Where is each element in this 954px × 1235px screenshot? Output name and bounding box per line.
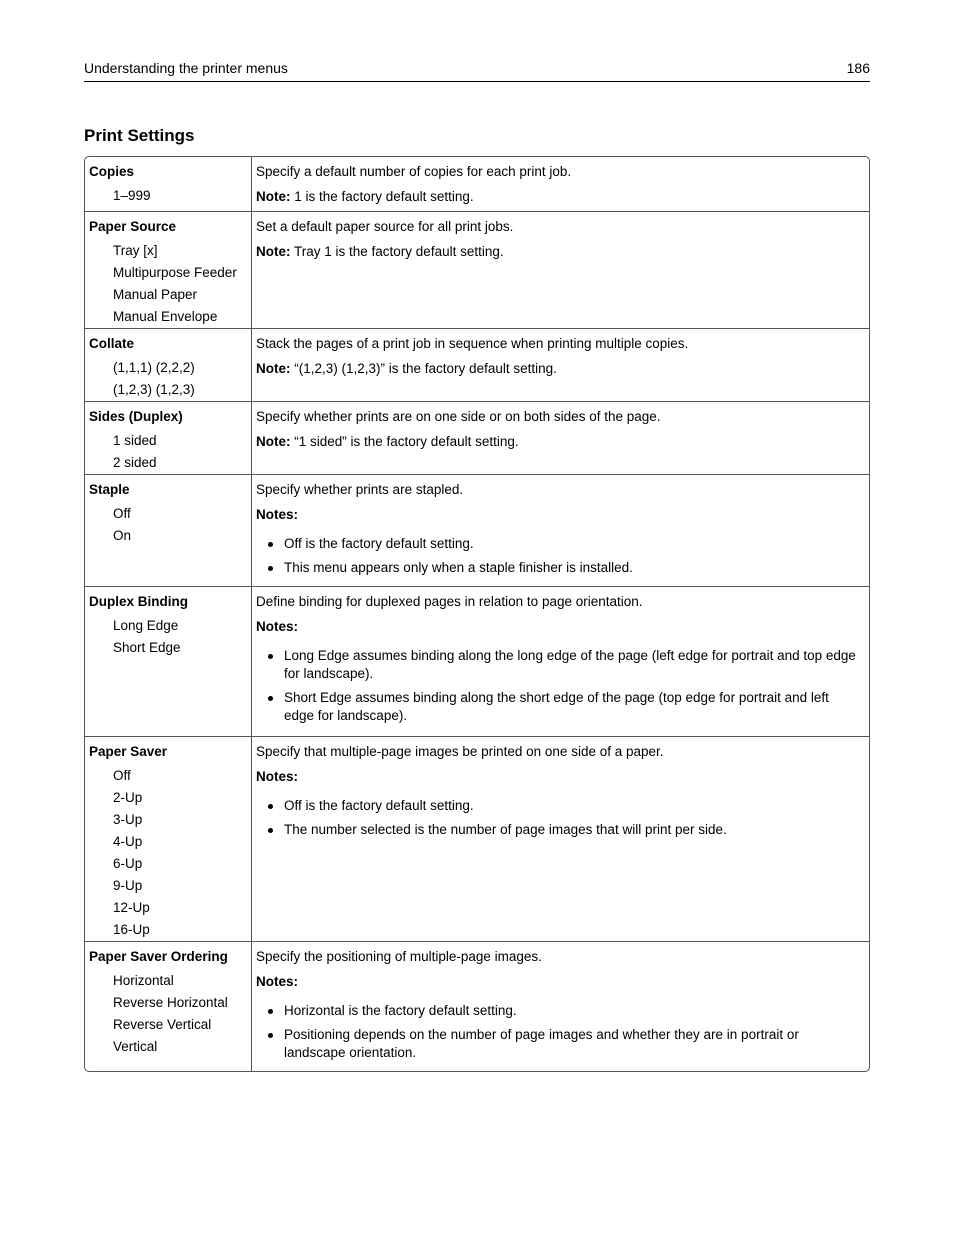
description-text: Specify whether prints are stapled. xyxy=(256,482,464,497)
list-item xyxy=(256,1002,861,1020)
menu-option: Reverse Vertical xyxy=(113,1017,212,1032)
menu-name: Sides (Duplex) xyxy=(89,409,183,424)
menu-option: 9-Up xyxy=(113,878,143,893)
menu-option: On xyxy=(113,528,132,543)
page-header xyxy=(84,60,870,82)
note-text: “(1,2,3) (1,2,3)” is the factory default setting. xyxy=(290,361,557,376)
notes-heading: Notes: xyxy=(256,769,299,784)
bullet-icon xyxy=(268,804,273,809)
list-item xyxy=(256,559,861,577)
menu-name: Paper Source xyxy=(89,219,177,234)
notes-list xyxy=(256,1002,861,1062)
menu-cell xyxy=(85,402,252,474)
list-item xyxy=(256,535,861,553)
table-row xyxy=(85,586,869,736)
notes-heading: Notes: xyxy=(256,974,299,989)
table-row xyxy=(85,401,869,474)
menu-cell xyxy=(85,942,252,1071)
table-row xyxy=(85,736,869,941)
menu-name: Collate xyxy=(89,336,135,351)
menu-cell xyxy=(85,587,252,736)
menu-cell xyxy=(85,475,252,586)
menu-option: 1 sided xyxy=(113,433,157,448)
menu-name: Paper Saver Ordering xyxy=(89,949,228,964)
description-cell xyxy=(252,942,869,1071)
notes-list xyxy=(256,797,861,839)
menu-option: Tray [x] xyxy=(113,243,158,258)
description-text: Specify that multiple-page images be printed on one side of a paper. xyxy=(256,744,664,759)
notes-heading: Notes: xyxy=(256,619,299,634)
menu-option: (1,1,1) (2,2,2) xyxy=(113,360,195,375)
description-text: Specify a default number of copies for each print job. xyxy=(256,164,572,179)
description-text: Define binding for duplexed pages in relation to page orientation. xyxy=(256,594,643,609)
bullet-icon xyxy=(268,1009,273,1014)
menu-option: Horizontal xyxy=(113,973,174,988)
list-item-text: This menu appears only when a staple finisher is installed. xyxy=(284,560,633,575)
menu-option: 3-Up xyxy=(113,812,143,827)
table-row xyxy=(85,211,869,328)
description-cell xyxy=(252,212,869,328)
menu-name: Copies xyxy=(89,164,135,179)
settings-table xyxy=(84,156,870,1072)
list-item-text: Long Edge assumes binding along the long edge of the page (left edge for portrait and top edge for landscape). xyxy=(284,648,856,681)
note-label: Note: xyxy=(256,361,291,376)
menu-name: Duplex Binding xyxy=(89,594,188,609)
notes-heading: Notes: xyxy=(256,507,299,522)
note-text: 1 is the factory default setting. xyxy=(290,189,474,204)
note-text: “1 sided” is the factory default setting. xyxy=(290,434,519,449)
list-item-text: The number selected is the number of page images that will print per side. xyxy=(284,822,727,837)
menu-option: Reverse Horizontal xyxy=(113,995,228,1010)
menu-option: Off xyxy=(113,506,131,521)
list-item-text: Off is the factory default setting. xyxy=(284,536,474,551)
description-cell xyxy=(252,157,869,211)
menu-option: (1,2,3) (1,2,3) xyxy=(113,382,195,397)
list-item-text: Positioning depends on the number of page images and whether they are in portrait or landscape orientation. xyxy=(284,1027,799,1060)
description-text: Specify the positioning of multiple-page images. xyxy=(256,949,542,964)
menu-option: Manual Envelope xyxy=(113,309,218,324)
menu-cell xyxy=(85,329,252,401)
section-title: Print Settings xyxy=(84,126,195,145)
table-row xyxy=(85,328,869,401)
page-number: 186 xyxy=(846,60,870,76)
note-label: Note: xyxy=(256,244,291,259)
list-item xyxy=(256,821,861,839)
list-item xyxy=(256,689,861,725)
menu-cell xyxy=(85,737,252,941)
description-cell xyxy=(252,475,869,586)
description-cell xyxy=(252,402,869,474)
list-item-text: Short Edge assumes binding along the short edge of the page (top edge for portrait and left edge for landscape). xyxy=(284,690,829,723)
menu-option: Vertical xyxy=(113,1039,158,1054)
description-text: Set a default paper source for all print jobs. xyxy=(256,219,514,234)
bullet-icon xyxy=(268,828,273,833)
description-cell xyxy=(252,587,869,736)
menu-option: Long Edge xyxy=(113,618,179,633)
description-text: Stack the pages of a print job in sequence when printing multiple copies. xyxy=(256,336,689,351)
list-item-text: Horizontal is the factory default setting. xyxy=(284,1003,517,1018)
list-item-text: Off is the factory default setting. xyxy=(284,798,474,813)
header-title: Understanding the printer menus xyxy=(84,60,288,76)
list-item xyxy=(256,797,861,815)
menu-name: Staple xyxy=(89,482,130,497)
note-line xyxy=(256,360,861,378)
menu-option: Manual Paper xyxy=(113,287,198,302)
description-cell xyxy=(252,737,869,941)
menu-option: 1–999 xyxy=(113,188,151,203)
bullet-icon xyxy=(268,566,273,571)
menu-name: Paper Saver xyxy=(89,744,168,759)
menu-option: 6-Up xyxy=(113,856,143,871)
bullet-icon xyxy=(268,696,273,701)
menu-cell xyxy=(85,157,252,211)
note-text: Tray 1 is the factory default setting. xyxy=(290,244,504,259)
table-row xyxy=(85,941,869,1071)
menu-option: 2 sided xyxy=(113,455,157,470)
menu-option: 4-Up xyxy=(113,834,143,849)
menu-option: Multipurpose Feeder xyxy=(113,265,237,280)
note-line xyxy=(256,243,861,261)
note-line xyxy=(256,188,861,206)
table-row xyxy=(85,157,869,211)
menu-option: 16-Up xyxy=(113,922,150,937)
bullet-icon xyxy=(268,1033,273,1038)
notes-list xyxy=(256,647,861,725)
menu-option: Short Edge xyxy=(113,640,181,655)
menu-option: 12-Up xyxy=(113,900,150,915)
note-label: Note: xyxy=(256,434,291,449)
menu-option: 2-Up xyxy=(113,790,143,805)
bullet-icon xyxy=(268,654,273,659)
list-item xyxy=(256,647,861,683)
description-cell xyxy=(252,329,869,401)
note-line xyxy=(256,433,861,451)
bullet-icon xyxy=(268,542,273,547)
note-label: Note: xyxy=(256,189,291,204)
notes-list xyxy=(256,535,861,577)
description-text: Specify whether prints are on one side or on both sides of the page. xyxy=(256,409,661,424)
menu-option: Off xyxy=(113,768,131,783)
table-row xyxy=(85,474,869,586)
menu-cell xyxy=(85,212,252,328)
list-item xyxy=(256,1026,861,1062)
